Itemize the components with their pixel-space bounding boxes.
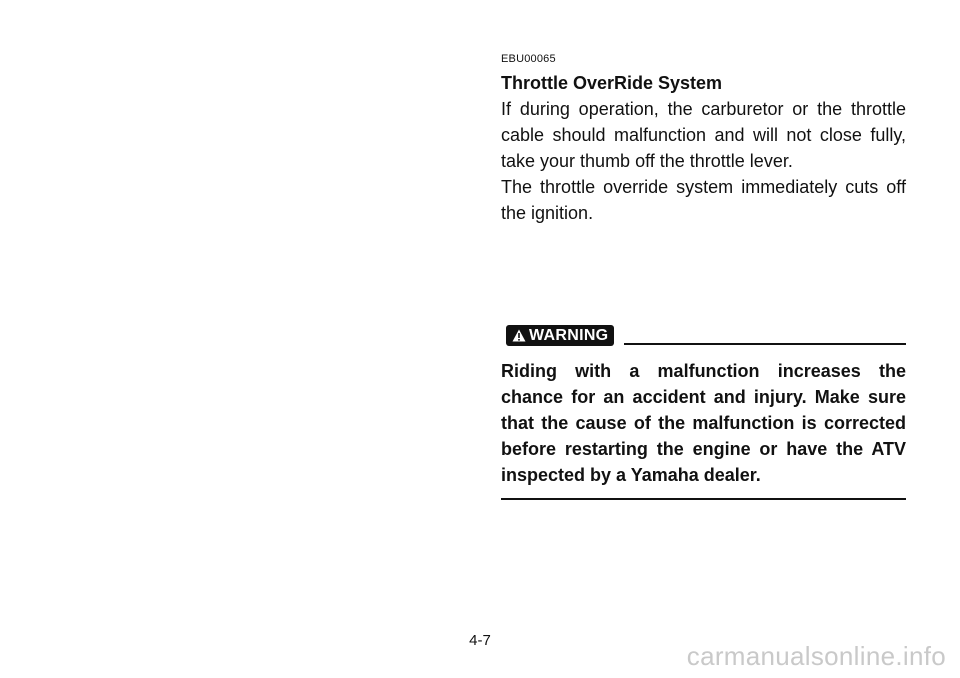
section-paragraph-2: The throttle override system immediately cuts off the ignition. bbox=[501, 177, 906, 223]
page-number: 4-7 bbox=[469, 632, 491, 649]
section-content bbox=[501, 52, 906, 226]
warning-triangle-icon bbox=[512, 329, 526, 342]
warning-header-rule bbox=[624, 343, 906, 345]
section-title: Throttle OverRide System bbox=[501, 73, 723, 93]
warning-bottom-rule bbox=[501, 498, 906, 500]
warning-block bbox=[501, 322, 906, 500]
section-paragraph-1: If during operation, the carburetor or the throttle cable should malfunction and will not close fully, take your thumb off the throttle lever. bbox=[501, 99, 906, 171]
warning-text: Riding with a malfunction increases the chance for an accident and injury. Make sure that the cause of the malfunction is corrected before restarting the engine or have the ATV inspected by a Yamaha dealer. bbox=[501, 361, 906, 485]
warning-header bbox=[501, 322, 906, 346]
section-code: EBU00065 bbox=[501, 53, 556, 65]
warning-badge bbox=[506, 325, 614, 346]
watermark: carmanualsonline.info bbox=[686, 641, 946, 671]
warning-label: WARNING bbox=[529, 326, 609, 344]
